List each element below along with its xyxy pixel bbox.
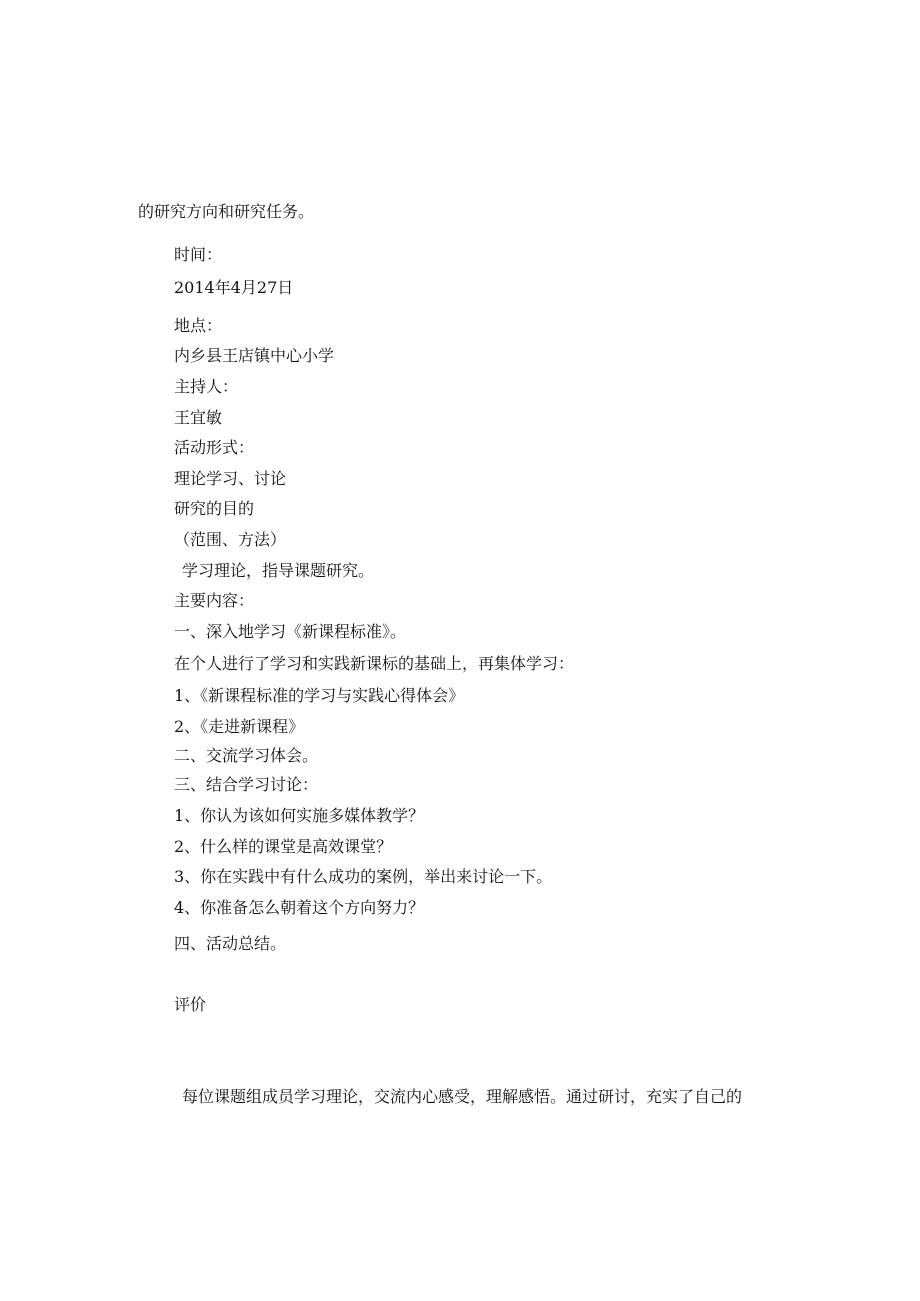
value-activity-form: 理论学习、讨论 bbox=[174, 469, 287, 488]
label-main-content: 主要内容： bbox=[174, 591, 255, 610]
discussion-question-3: 3、你在实践中有什么成功的案例，举出来讨论一下。 bbox=[174, 867, 553, 886]
text-line-continuation: 的研究方向和研究任务。 bbox=[138, 202, 315, 221]
label-purpose-scope: （范围、方法） bbox=[174, 530, 287, 549]
label-host: 主持人： bbox=[174, 377, 239, 396]
value-time: 2014年4月27日 bbox=[174, 278, 294, 297]
value-host: 王宜敏 bbox=[174, 408, 223, 427]
label-time: 时间： bbox=[174, 245, 223, 264]
label-purpose: 研究的目的 bbox=[174, 499, 255, 518]
value-location: 内乡县王店镇中心小学 bbox=[174, 346, 335, 365]
content-paragraph: 在个人进行了学习和实践新课标的基础上，再集体学习： bbox=[174, 654, 575, 673]
discussion-question-4: 4、你准备怎么朝着这个方向努力？ bbox=[174, 898, 425, 917]
discussion-question-2: 2、什么样的课堂是高效课堂？ bbox=[174, 837, 393, 856]
content-subitem-2: 2、《走进新课程》 bbox=[174, 717, 305, 736]
content-subitem-1: 1、《新课程标准的学习与实践心得体会》 bbox=[174, 686, 465, 705]
label-evaluation: 评价 bbox=[174, 995, 207, 1014]
content-item-4: 四、活动总结。 bbox=[174, 934, 287, 953]
content-item-1: 一、深入地学习《新课程标准》。 bbox=[174, 622, 407, 641]
label-activity-form: 活动形式： bbox=[174, 438, 255, 457]
value-purpose: 学习理论，指导课题研究。 bbox=[182, 561, 375, 580]
evaluation-paragraph: 每位课题组成员学习理论，交流内心感受，理解感悟。通过研讨，充实了自己的 bbox=[182, 1087, 743, 1106]
content-item-3: 三、结合学习讨论： bbox=[174, 775, 319, 794]
label-location: 地点： bbox=[174, 316, 223, 335]
content-item-2: 二、交流学习体会。 bbox=[174, 746, 319, 765]
discussion-question-1: 1、你认为该如何实施多媒体教学？ bbox=[174, 806, 425, 825]
